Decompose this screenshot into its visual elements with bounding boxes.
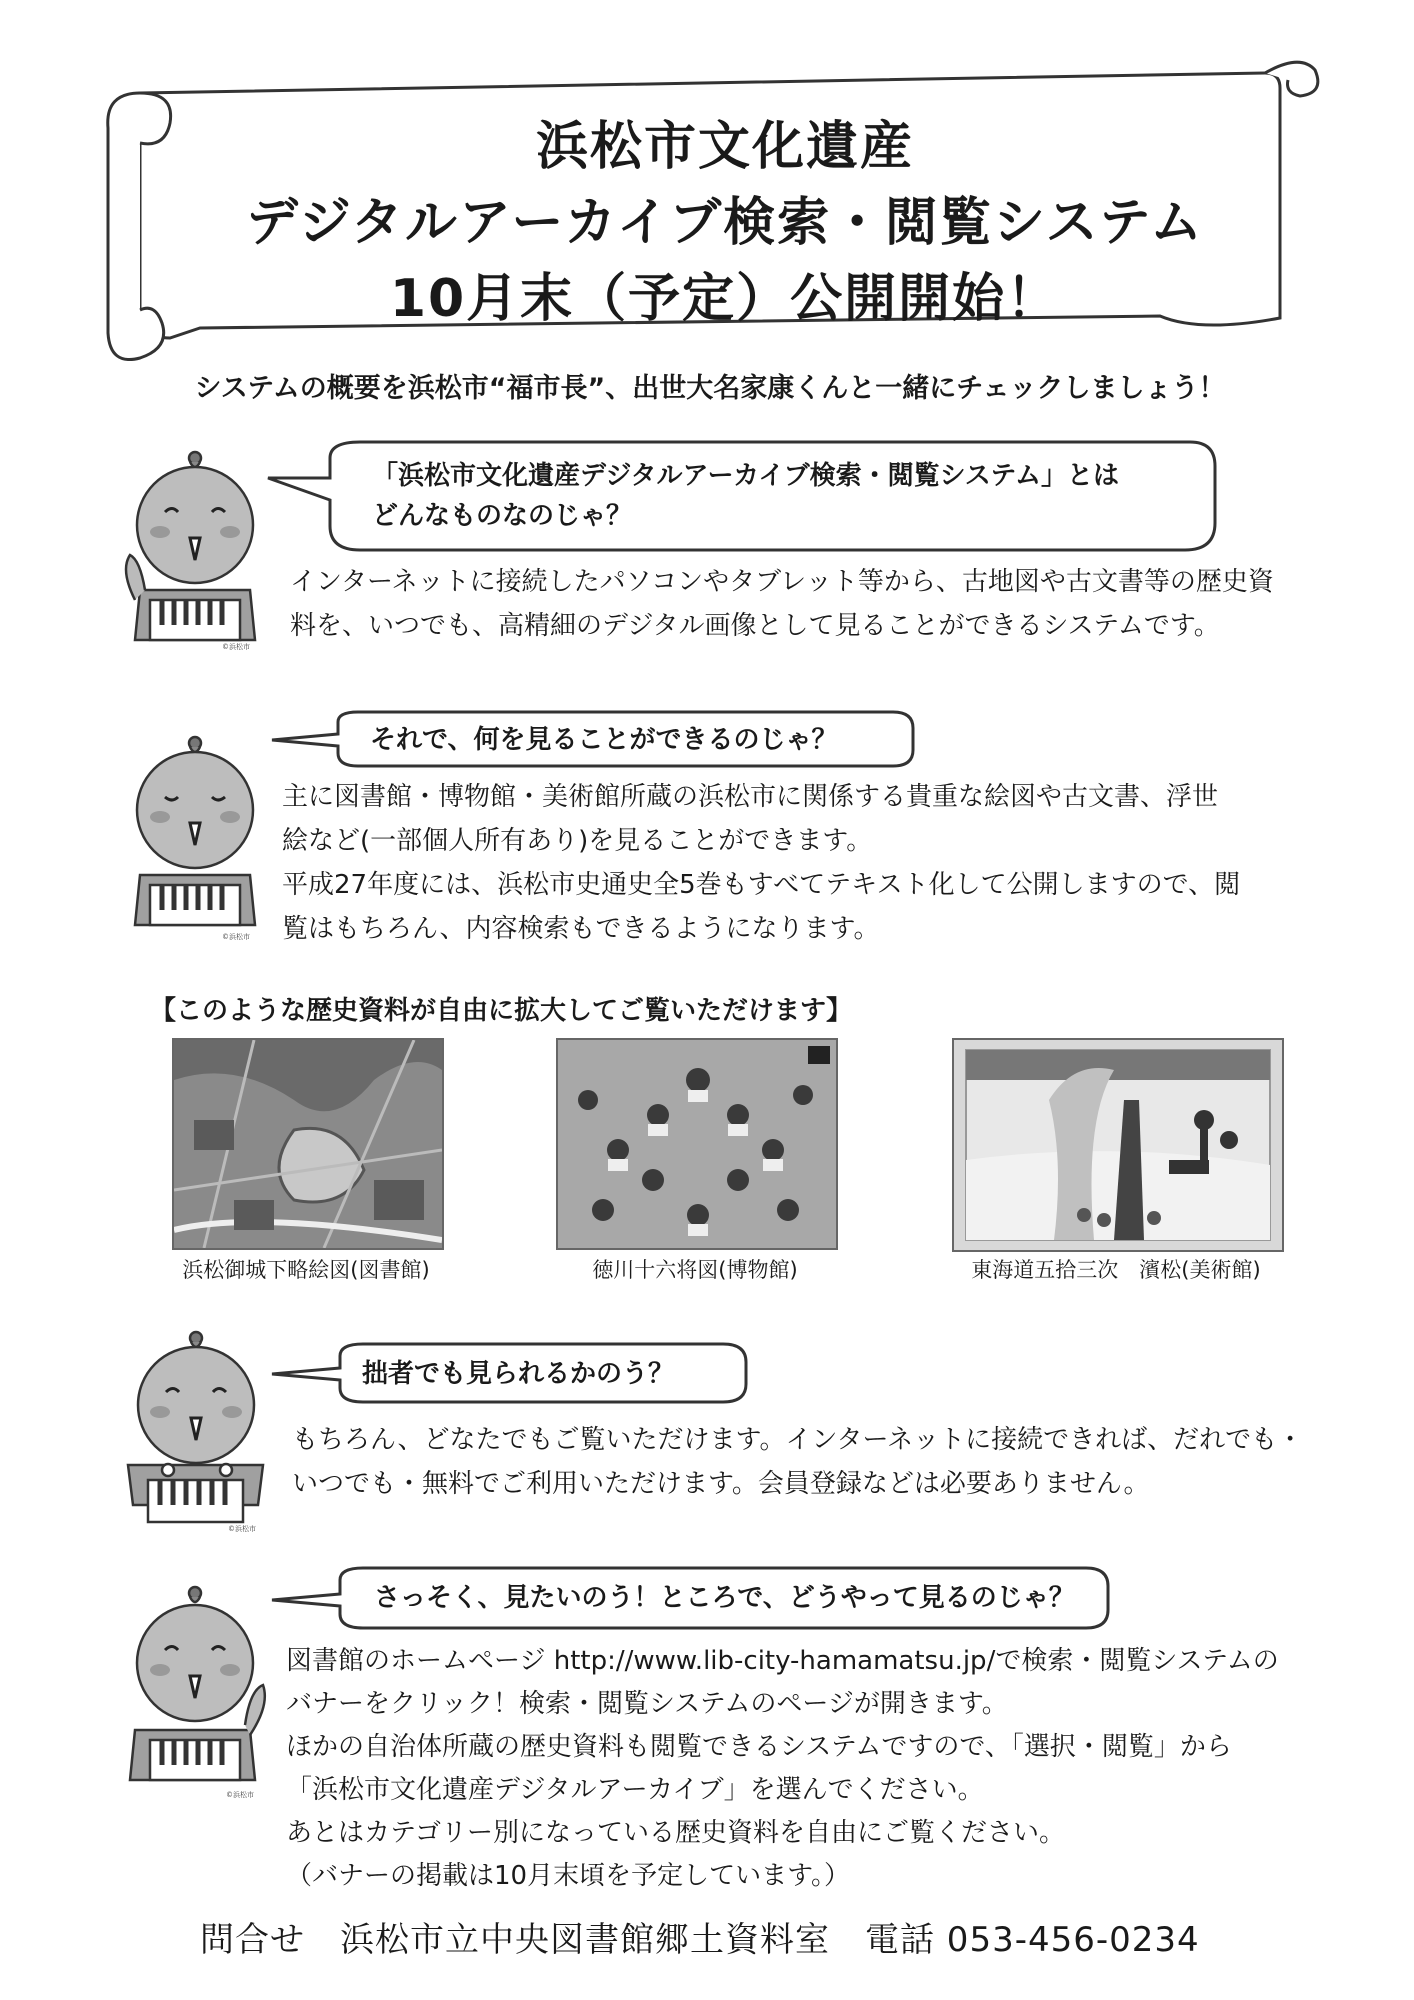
intro-text: システムの概要を浜松市“福市長”、出世大名家康くんと一緒にチェックしましょう！ bbox=[194, 373, 1226, 404]
answer-1-line-1: インターネットに接続したパソコンやタブレット等から、古地図や古文書等の歴史資 bbox=[290, 567, 1274, 597]
answer-4 bbox=[286, 1640, 1279, 1898]
answer-4-line-4: 「浜松市文化遺産デジタルアーカイブ」を選んでください。 bbox=[286, 1775, 984, 1805]
gallery-caption-3: 東海道五拾三次 濱松(美術館) bbox=[971, 1258, 1261, 1282]
answer-3-line-2: いつでも・無料でご利用いただけます。会員登録などは必要ありません。 bbox=[292, 1469, 1150, 1499]
title-line-2: デジタルアーカイブ検索・閲覧システム bbox=[246, 193, 1204, 253]
question-3: 拙者でも見られるかのう？ bbox=[362, 1359, 675, 1389]
question-4: さっそく、見たいのう！ところで、どうやって見るのじゃ？ bbox=[374, 1583, 1075, 1613]
gallery-image-sixteen-generals bbox=[556, 1038, 838, 1250]
gallery-caption-2: 徳川十六将図(博物館) bbox=[592, 1258, 798, 1282]
gallery-image-tokaido-hamamatsu-print bbox=[952, 1038, 1284, 1252]
title-line-1: 浜松市文化遺産 bbox=[535, 117, 914, 177]
mascot-ieyasu-kun-2 bbox=[130, 735, 280, 935]
mascot-copyright: ©浜松市 bbox=[222, 933, 250, 941]
question-1-line-1: 「浜松市文化遺産デジタルアーカイブ検索・閲覧システム」とは bbox=[372, 461, 1119, 491]
answer-4-line-1: 図書館のホームページ http://www.lib-city-hamamatsu.jp/で検索・閲覧システムの bbox=[286, 1646, 1279, 1676]
question-2: それで、何を見ることができるのじゃ？ bbox=[370, 725, 838, 755]
answer-2-line-2: 絵など(一部個人所有あり)を見ることができます。 bbox=[282, 826, 873, 856]
mascot-copyright: ©浜松市 bbox=[226, 1791, 254, 1799]
mascot-ieyasu-kun-3 bbox=[118, 1330, 273, 1530]
answer-3 bbox=[292, 1418, 1303, 1506]
mascot-ieyasu-kun-4 bbox=[125, 1585, 275, 1795]
mascot-copyright: ©浜松市 bbox=[222, 643, 250, 651]
gallery-heading: 【このような歴史資料が自由に拡大してご覧いただけます】 bbox=[150, 996, 853, 1026]
mascot-copyright: ©浜松市 bbox=[228, 1525, 256, 1533]
gallery-image-castle-town-map bbox=[172, 1038, 444, 1250]
answer-2-line-4: 覧はもちろん、内容検索もできるようになります。 bbox=[282, 914, 880, 944]
answer-1 bbox=[290, 560, 1274, 648]
mascot-ieyasu-kun-1 bbox=[120, 450, 270, 650]
answer-1-line-2: 料を、いつでも、高精細のデジタル画像として見ることができるシステムです。 bbox=[290, 611, 1220, 641]
question-1 bbox=[372, 456, 1119, 536]
answer-4-line-3: ほかの自治体所蔵の歴史資料も閲覧できるシステムですので、「選択・閲覧」から bbox=[286, 1732, 1232, 1762]
contact-footer: 問合せ 浜松市立中央図書館郷土資料室 電話 053-456-0234 bbox=[200, 1920, 1200, 1960]
question-1-line-2: どんなものなのじゃ？ bbox=[372, 501, 633, 531]
answer-3-line-1: もちろん、どなたでもご覧いただけます。インターネットに接続できれば、だれでも・ bbox=[292, 1425, 1304, 1455]
title-line-3: 10月末（予定）公開開始！ bbox=[389, 269, 1061, 329]
answer-4-line-6: （バナーの掲載は10月末頃を予定しています。） bbox=[286, 1861, 851, 1891]
answer-2-line-3: 平成27年度には、浜松市史通史全5巻もすべてテキスト化して公開しますので、閲 bbox=[282, 870, 1241, 900]
gallery-caption-1: 浜松御城下略絵図(図書館) bbox=[182, 1258, 430, 1282]
answer-2 bbox=[282, 775, 1240, 951]
answer-4-line-5: あとはカテゴリー別になっている歴史資料を自由にご覧ください。 bbox=[286, 1818, 1065, 1848]
answer-2-line-1: 主に図書館・博物館・美術館所蔵の浜松市に関係する貴重な絵図や古文書、浮世 bbox=[282, 782, 1219, 812]
answer-4-line-2: バナーをクリック！検索・閲覧システムのページが開きます。 bbox=[286, 1689, 1008, 1719]
